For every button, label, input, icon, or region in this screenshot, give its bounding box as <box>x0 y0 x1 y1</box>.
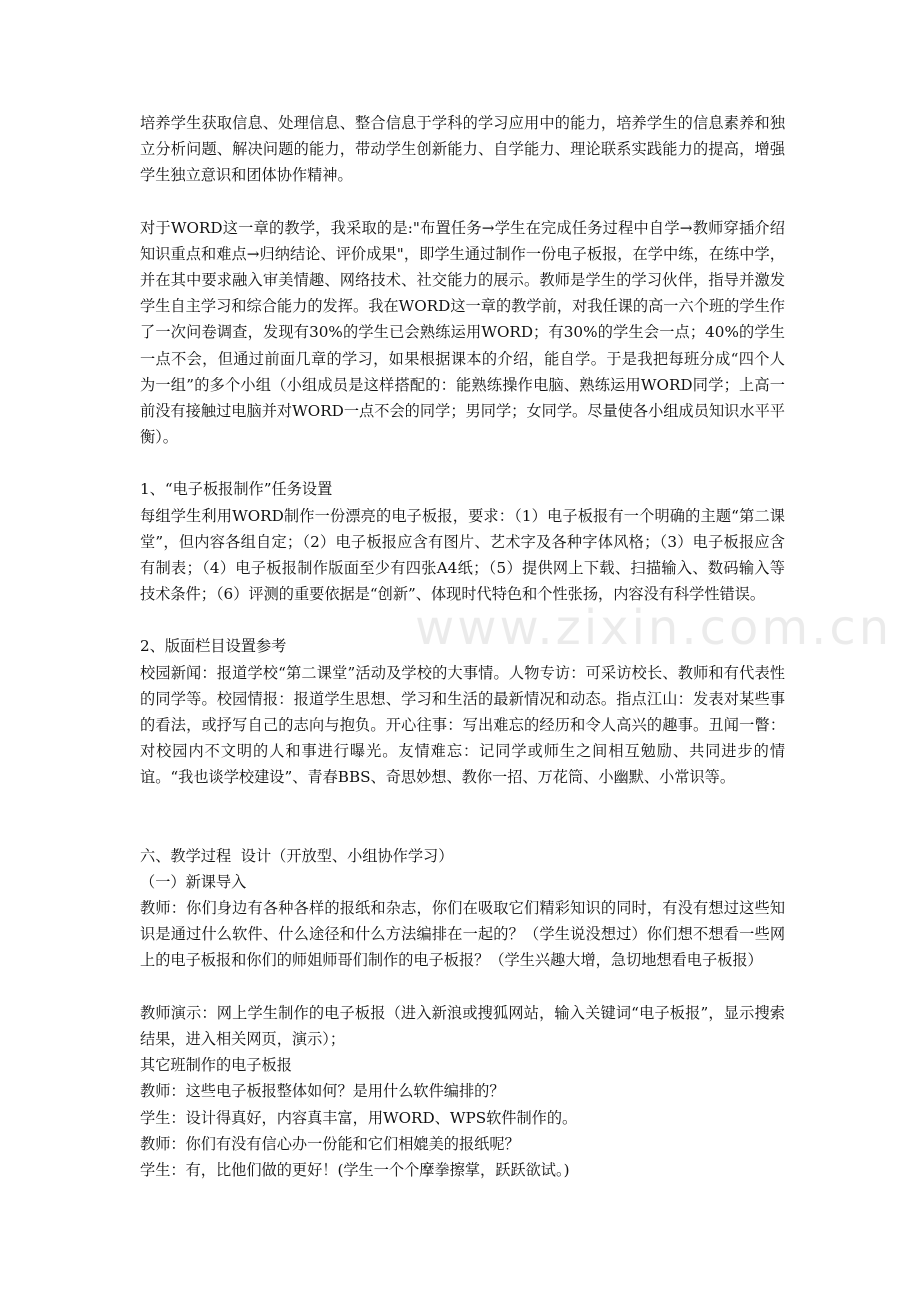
heading-task-setup: 1、“电子板报制作”任务设置 <box>140 480 333 499</box>
dialogue-teacher-1: 教师：这些电子板报整体如何？是用什么软件编排的？ <box>140 1082 505 1101</box>
paragraph-gap <box>140 974 785 1000</box>
paragraph-word-teaching: 对于WORD这一章的教学，我采取的是:"布置任务→学生在完成任务过程中自学→教师穿插介绍知识重点和难点→归纳结论、评价成果"，即学生通过制作一份电子板报，在学中练，在练中学，并在其中要求融入审美情趣、网络技术、社交能力的展示。教师是学生的学习伙伴，指导并激发学生自主学习和综合能力的发挥。我在WORD这一章的教学前，对我任课的高一六个班的学生作了一次问卷调查，发现有30%的学生已会熟练运用WORD；有30%的学生会一点；40%的学生一点不会，但通过前面几章的学习，如果根据课本的介绍，能自学。于是我把每班分成“四个人为一组”的多个小组（小组成员是这样搭配的：能熟练操作电脑、熟练运用WORD同学；上高一前没有接触过电脑并对WORD一点不会的同学；男同学；女同学。尽量使各小组成员知识水平平衡）。 <box>140 218 785 447</box>
document-body <box>140 110 785 1183</box>
dialogue-student-2: 学生：有，比他们做的更好！(学生一个个摩拳擦掌，跃跃欲试。) <box>140 1160 570 1179</box>
dialogue-teacher-2: 教师：你们有没有信心办一份能和它们相媲美的报纸呢？ <box>140 1134 520 1153</box>
heading-columns-reference: 2、版面栏目设置参考 <box>140 637 287 656</box>
paragraph-gap <box>140 607 785 633</box>
watermark-text: www.zixin.com.cn <box>415 600 893 656</box>
section-gap <box>140 791 785 843</box>
paragraph-gap <box>140 450 785 476</box>
paragraph-teacher-demo: 教师演示：网上学生制作的电子板报（进入新浪或搜狐网站，输入关键词“电子板报”，显示搜索结果，进入相关网页，演示）； <box>140 1003 785 1048</box>
paragraph-teacher-question: 教师：你们身边有各种各样的报纸和杂志，你们在吸取它们精彩知识的同时，有没有想过这些知识是通过什么软件、什么途径和什么方法编排在一起的？（学生说没想过）你们想不想看一些网上的电子板报和你们的师姐师哥们制作的电子板报？（学生兴趣大增，急切地想看电子板报） <box>140 899 785 970</box>
paragraph-task-requirements: 每组学生利用WORD制作一份漂亮的电子板报，要求：（1）电子板报有一个明确的主题“第二课堂”，但内容各组自定；（2）电子板报应含有图片、艺术字及各种字体风格；（3）电子板报应含有制表；（4）电子板报制作版面至少有四张A4纸；（5）提供网上下载、扫描输入、数码输入等技术条件；（6）评测的重要依据是“创新”、体现时代特色和个性张扬，内容没有科学性错误。 <box>140 506 785 604</box>
dialogue-student-1: 学生：设计得真好，内容真丰富，用WORD、WPS软件制作的。 <box>140 1108 578 1127</box>
heading-new-lesson-intro: （一）新课导入 <box>140 872 247 891</box>
heading-teaching-process: 六、教学过程 设计（开放型、小组协作学习） <box>140 846 454 865</box>
paragraph-columns-list: 校园新闻：报道学校“第二课堂”活动及学校的大事情。人物专访：可采访校长、教师和有代表性的同学等。校园情报：报道学生思想、学习和生活的最新情况和动态。指点江山：发表对某些事的看法，或抒写自己的志向与抱负。开心往事：写出难忘的经历和令人高兴的趣事。丑闻一瞥：对校园内不文明的人和事进行曝光。友情难忘：记同学或师生之间相互勉励、共同进步的情谊。“我也谈学校建设”、青春BBS、奇思妙想、教你一招、万花筒、小幽默、小常识等。 <box>140 663 785 787</box>
paragraph-gap <box>140 189 785 215</box>
paragraph-goals: 培养学生获取信息、处理信息、整合信息于学科的学习应用中的能力，培养学生的信息素养和独立分析问题、解决问题的能力，带动学生创新能力、自学能力、理论联系实践能力的提高，增强学生独立意识和团体协作精神。 <box>140 114 785 185</box>
paragraph-other-class: 其它班制作的电子板报 <box>140 1056 292 1075</box>
